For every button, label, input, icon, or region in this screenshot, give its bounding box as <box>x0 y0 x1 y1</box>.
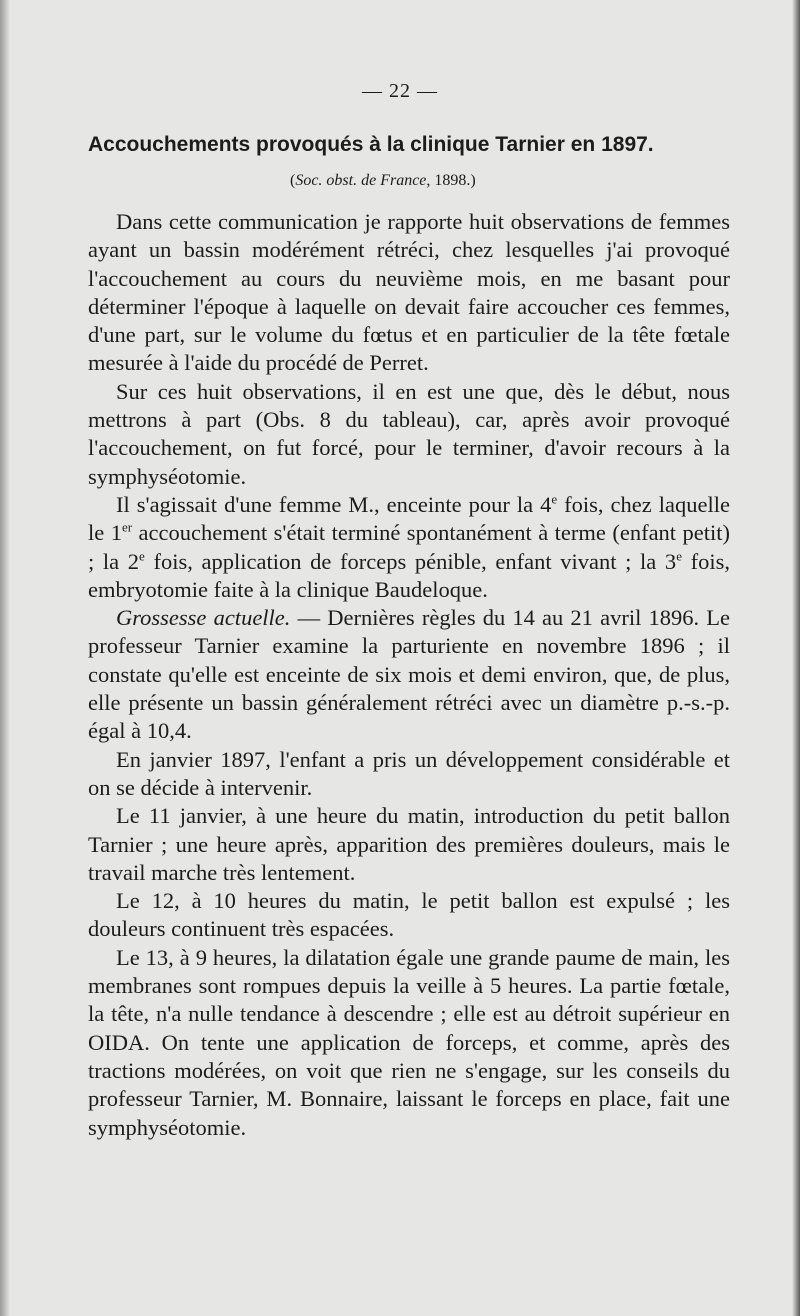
paragraph-8: Le 13, à 9 heures, la dilatation égale une grande paume de main, les membranes sont rompues depuis la veille à 5 heures. La partie fœtale, la tête, n'a nulle tendance à descendre ; elle est au détroit supérieur en OIDA. On tente une application de forceps, et comme, après des tractions modérées, on voit que rien ne s'engage, sur les conseils du professeur Tarnier, M. Bonnaire, laissant le forceps en place, fait une symphyséotomie. <box>88 944 730 1140</box>
article-body <box>88 208 730 1142</box>
paragraph-3-text-d: fois, application de forceps pénible, enfant vivant ; la 3 <box>144 548 677 574</box>
article-source <box>290 172 476 190</box>
source-open-paren: ( <box>290 172 296 189</box>
page-number: — 22 — <box>362 80 438 102</box>
paragraph-3-text-b: fois, chez laquelle le 1 <box>88 491 730 546</box>
paragraph-3 <box>88 491 730 604</box>
paragraph-3-text-e: fois, embryotomie faite à la clinique Baudeloque. <box>88 548 730 602</box>
source-journal: Soc. obst. de France <box>295 172 427 189</box>
article-title: Accouchements provoqués à la clinique Tarnier en 1897. <box>88 133 654 156</box>
paragraph-5: En janvier 1897, l'enfant a pris un développement considérable et on se décide à intervenir. <box>88 746 730 800</box>
superscript-e: e <box>551 491 558 507</box>
paragraph-3-text-a: Il s'agissait d'une femme M., enceinte pour la 4 <box>116 491 552 517</box>
paragraph-7: Le 12, à 10 heures du matin, le petit ballon est expulsé ; les douleurs continuent très espacées. <box>88 888 730 942</box>
paragraph-2: Sur ces huit observations, il en est une que, dès le début, nous mettrons à part (Obs. 8 du tableau), car, après avoir provoqué l'accouchement, on fut forcé, pour le terminer, d'avoir recours à la symphyséotomie. <box>88 378 730 489</box>
superscript-e: e <box>676 548 682 564</box>
page-edge-right <box>792 0 800 1316</box>
paragraph-4-text: — Dernières règles du 14 au 21 avril 1896. Le professeur Tarnier examine la parturiente en novembre 1896 ; il constate qu'elle est enceinte de six mois et demi environ, que, de plus, elle présente un bassin généralement rétréci avec un diamètre p.-s.-p. égal à 10,4. <box>88 605 730 744</box>
source-year: , 1898.) <box>426 172 476 189</box>
superscript-e: e <box>139 548 145 564</box>
page-edge-left <box>0 0 10 1316</box>
paragraph-4-label: Grossesse actuelle. <box>116 605 291 631</box>
paragraph-3-text-c: accouchement s'était terminé spontanément à terme (enfant petit) ; la 2 <box>88 520 730 574</box>
paragraph-6: Le 11 janvier, à une heure du matin, introduction du petit ballon Tarnier ; une heure après, apparition des premières douleurs, mais le travail marche très lentement. <box>88 803 730 885</box>
paragraph-1: Dans cette communication je rapporte huit observations de femmes ayant un bassin modérément rétréci, chez lesquelles j'ai provoqué l'accouchement au cours du neuvième mois, en me basant pour déterminer l'époque à laquelle on devait faire accoucher ces femmes, d'une part, sur le volume du fœtus et en particulier de la tête fœtale mesurée à l'aide du procédé de Perret. <box>88 209 730 376</box>
paragraph-4 <box>88 604 730 745</box>
superscript-er: er <box>121 519 133 535</box>
